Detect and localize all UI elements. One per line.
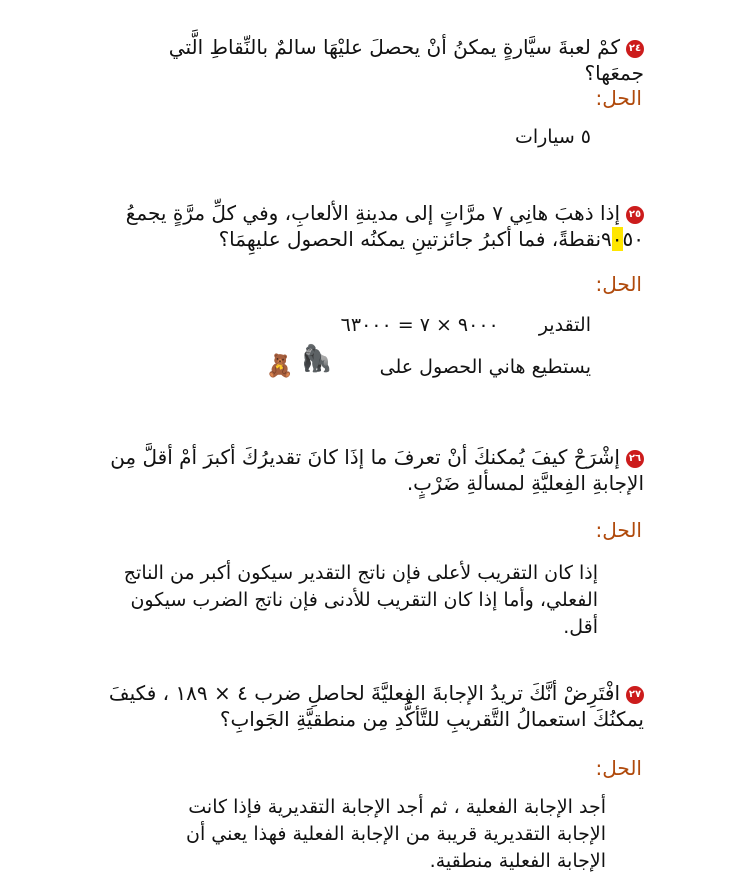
estimate-label: التقدير <box>538 314 591 336</box>
answer-27: أجد الإجابة الفعلية ، ثم أجد الإجابة التقديرية فإذا كانت الإجابة التقديرية قريبة من الإجابة الفعلية فهذا يعني أن الإجابة الفعلية منطقية. <box>185 796 606 872</box>
teddy-bear-icon: 🧸 <box>266 354 294 379</box>
question-25 <box>104 200 644 252</box>
question-number: ٢٧ <box>626 686 644 704</box>
question-text: إشْرَحْ كيفَ يُمكنكَ أنْ تعرفَ ما إذَا كانَ تقديرُكَ أكبرَ أمْ أقلَّ مِن الإجابةِ الفِعليَّةِ لمسألةِ ضَرْبٍ. <box>110 445 644 495</box>
solution-label: الحل: <box>595 86 642 110</box>
estimate-expression: ٩٠٠٠ × ٧ = ٦٣٠٠٠ <box>340 314 499 336</box>
estimate-row <box>341 312 591 339</box>
question-24 <box>104 34 644 86</box>
question-text: افْتَرِضْ أنَّكَ تريدُ الإجابةَ الفِعليَّةَ لحاصلِ ضرب ٤ × ١٨٩ ، فكيفَ يمكنُكَ استعمالُ التَّقريبِ للتَّأكُّدِ مِن منطقيَّةِ الجَوابِ؟ <box>108 681 644 731</box>
solution-label: الحل: <box>595 756 642 780</box>
answer-24: ٥ سيارات <box>514 126 591 148</box>
question-text-line2: ٩٠٥٠نقطةً، فما أكبرُ جائزتينِ يمكنُه الحصول عليهِمَا؟ <box>218 227 644 251</box>
question-26 <box>104 444 644 496</box>
gorilla-toy-icon: 🦍 <box>300 344 333 374</box>
highlighted-digit: ٠ <box>611 227 623 251</box>
question-27 <box>104 680 644 732</box>
solution-label: الحل: <box>595 272 642 296</box>
question-number: ٢٦ <box>626 450 644 468</box>
question-text-line1: إذا ذهبَ هانِي ٧ مرَّاتٍ إلى مدينةِ الألعابِ، وفي كلِّ مرَّةٍ يجمعُ <box>125 201 620 225</box>
question-text: كمْ لعبةَ سيَّارةٍ يمكنُ أنْ يحصلَ عليْهَا سالمٌ بالنِّقاطِ الَّتي جمعَها؟ <box>168 35 644 85</box>
question-number: ٢٥ <box>626 206 644 224</box>
conclusion-25: يستطيع هاني الحصول على <box>379 356 591 378</box>
answer-26: إذا كان التقريب لأعلى فإن ناتج التقدير سيكون أكبر من الناتج الفعلي، وأما إذا كان التقريب للأدنى فإن ناتج الضرب سيكون أقل. <box>123 562 598 638</box>
question-number: ٢٤ <box>626 40 644 58</box>
solution-label: الحل: <box>595 518 642 542</box>
